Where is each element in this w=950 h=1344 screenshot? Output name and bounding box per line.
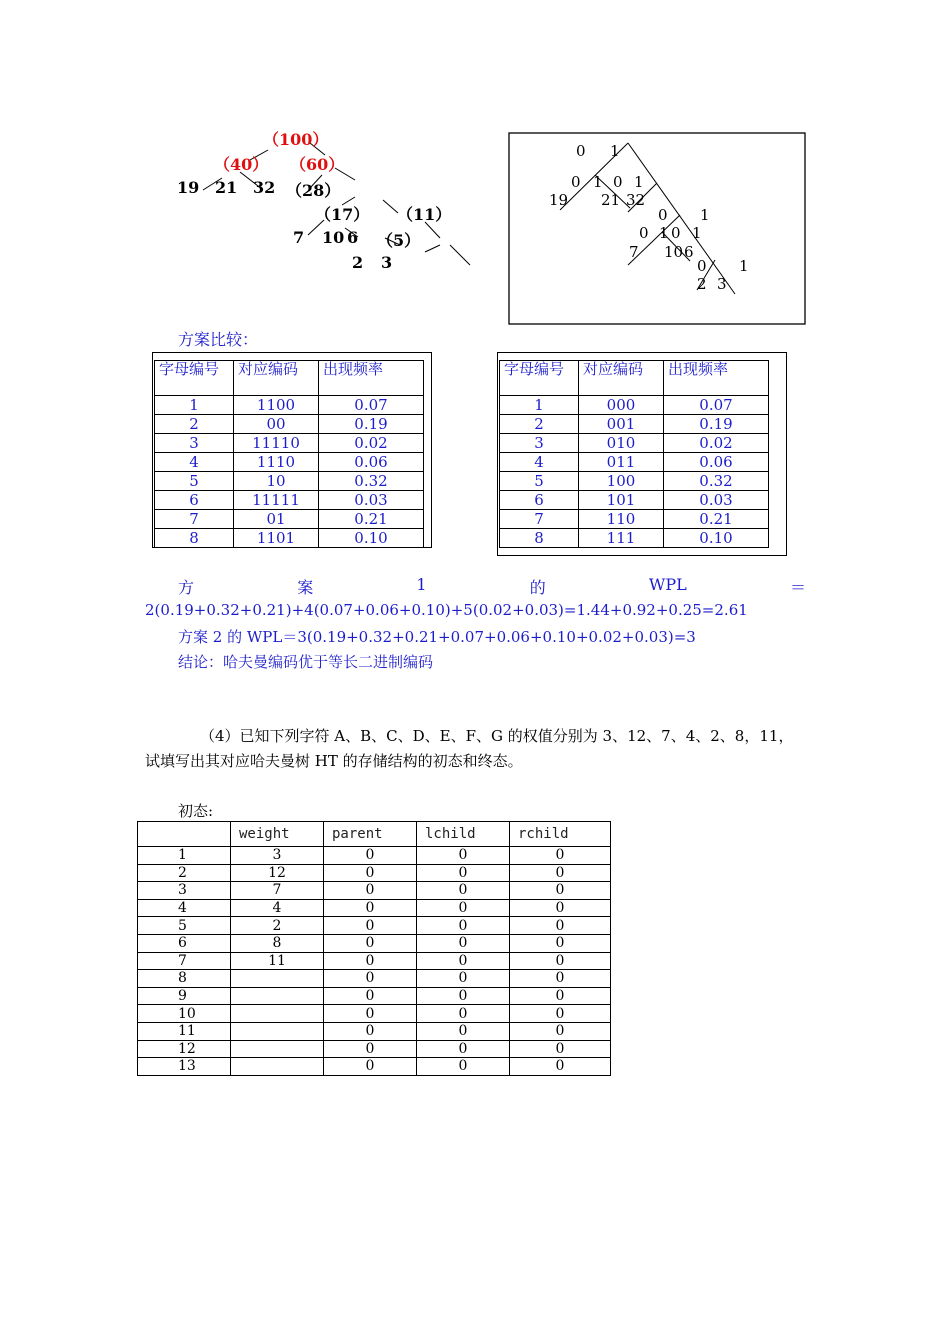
table-row: 13 0 0 0 [138,1058,611,1076]
t2-label: 1 [692,224,702,242]
table-row: 11 0 0 0 [138,1022,611,1040]
table-row: 5 10 0.32 [155,472,424,491]
t2-label: 0 [576,142,586,160]
t2-label: 0 [658,206,668,224]
question-line1: （4）已知下列字符 A、B、C、D、E、F、G 的权值分别为 3、12、7、4、2、8，11， [200,727,794,745]
leaf-7: 7 [293,228,305,247]
table-row: 6 101 0.03 [500,491,769,510]
th-letter: 字母编号 [500,361,579,396]
initial-label: 初态: [178,802,214,820]
th-freq: 出现频率 [664,361,769,396]
comparison-title: 方案比较： [178,330,259,349]
t2-label: 3 [717,275,727,293]
t2-label: 1 [634,173,644,191]
table-row: 1 000 0.07 [500,396,769,415]
table-row: 2 00 0.19 [155,415,424,434]
table-row: 5 100 0.32 [500,472,769,491]
t2-label: 19 [549,191,569,209]
t2-label: 0 [571,173,581,191]
leaf-2: 2 [352,253,364,272]
table-row: 3 7 0 0 0 [138,882,611,900]
node-60: （60） [290,155,345,174]
th-code: 对应编码 [579,361,664,396]
table-scheme-2 [499,360,769,548]
table-row: 8 111 0.10 [500,529,769,548]
node-100: （100） [263,130,329,149]
table-row: 8 0 0 0 [138,970,611,988]
table-row: 4 011 0.06 [500,453,769,472]
table-row: 7 110 0.21 [500,510,769,529]
wpl1-line1: 方 案 1 的 WPL ＝ [178,575,806,597]
leaf-19: 19 [177,178,200,197]
t2-label: 6 [684,243,694,261]
table-row: 6 8 0 0 0 [138,934,611,952]
node-40: （40） [214,155,269,174]
table-row: 2 12 0 0 0 [138,864,611,882]
t2-label: 32 [626,191,646,209]
t2-label: 1 [593,173,603,191]
t2-label: 0 [639,224,649,242]
table-row: 5 2 0 0 0 [138,917,611,935]
ht-initial-table: weight parent lchild rchild 1 3 0 0 0 2 12 0 0 0 3 7 0 0 0 4 4 0 0 0 5 2 0 0 0 6 8 0 0 0 7 11 0 0 0 8 0 0 0 9 0 0 0 10 0 0 0 11 0 0 0 12 0 0 0 13 0 0 0 [137,821,611,1076]
leaf-32: 32 [253,178,276,197]
leaf-3: 3 [381,253,393,272]
table-row: 12 0 0 0 [138,1040,611,1058]
t2-label: 0 [697,257,707,275]
leaf-10: 10 [322,228,345,247]
t2-label: 2 [697,275,707,293]
node-28: （28） [286,181,341,200]
t2-label: 1 [700,206,710,224]
wpl1-line2: 2(0.19+0.32+0.21)+4(0.07+0.06+0.10)+5(0.02+0.03)=1.44+0.92+0.25=2.61 [145,601,748,619]
node-11: （11） [397,205,452,224]
conclusion: 结论：哈夫曼编码优于等长二进制编码 [178,653,434,671]
node-17: （17） [315,205,370,224]
table-row: 2 001 0.19 [500,415,769,434]
leaf-6: 6 [347,228,359,247]
t2-label: 1 [659,224,669,242]
leaf-21: 21 [215,178,238,197]
t2-label: 1 [610,142,620,160]
table-row: 4 4 0 0 0 [138,899,611,917]
question-line2: 试填写出其对应哈夫曼树 HT 的存储结构的初态和终态。 [145,752,523,770]
table-row: 10 0 0 0 [138,1005,611,1023]
table-row: 8 1101 0.10 [155,529,424,548]
table-row: 7 01 0.21 [155,510,424,529]
th-freq: 出现频率 [319,361,424,396]
table-row: 1 1100 0.07 [155,396,424,415]
table-row: 7 11 0 0 0 [138,952,611,970]
table-row: 4 1110 0.06 [155,453,424,472]
t2-label: 21 [601,191,621,209]
table-row: 1 3 0 0 0 [138,847,611,865]
t2-label: 0 [671,224,681,242]
table-row: 9 0 0 0 [138,987,611,1005]
t2-label: 10 [664,243,684,261]
t2-label: 7 [629,243,639,261]
t2-label: 1 [739,257,749,275]
t2-label: 0 [613,173,623,191]
th-code: 对应编码 [234,361,319,396]
table-scheme-1 [154,360,424,548]
table-row: 3 11110 0.02 [155,434,424,453]
table-row: 3 010 0.02 [500,434,769,453]
node-5: （5） [377,231,421,250]
wpl2: 方案 2 的 WPL＝3(0.19+0.32+0.21+0.07+0.06+0.10+0.02+0.03)=3 [178,628,696,646]
th-letter: 字母编号 [155,361,234,396]
table-row: 6 11111 0.03 [155,491,424,510]
